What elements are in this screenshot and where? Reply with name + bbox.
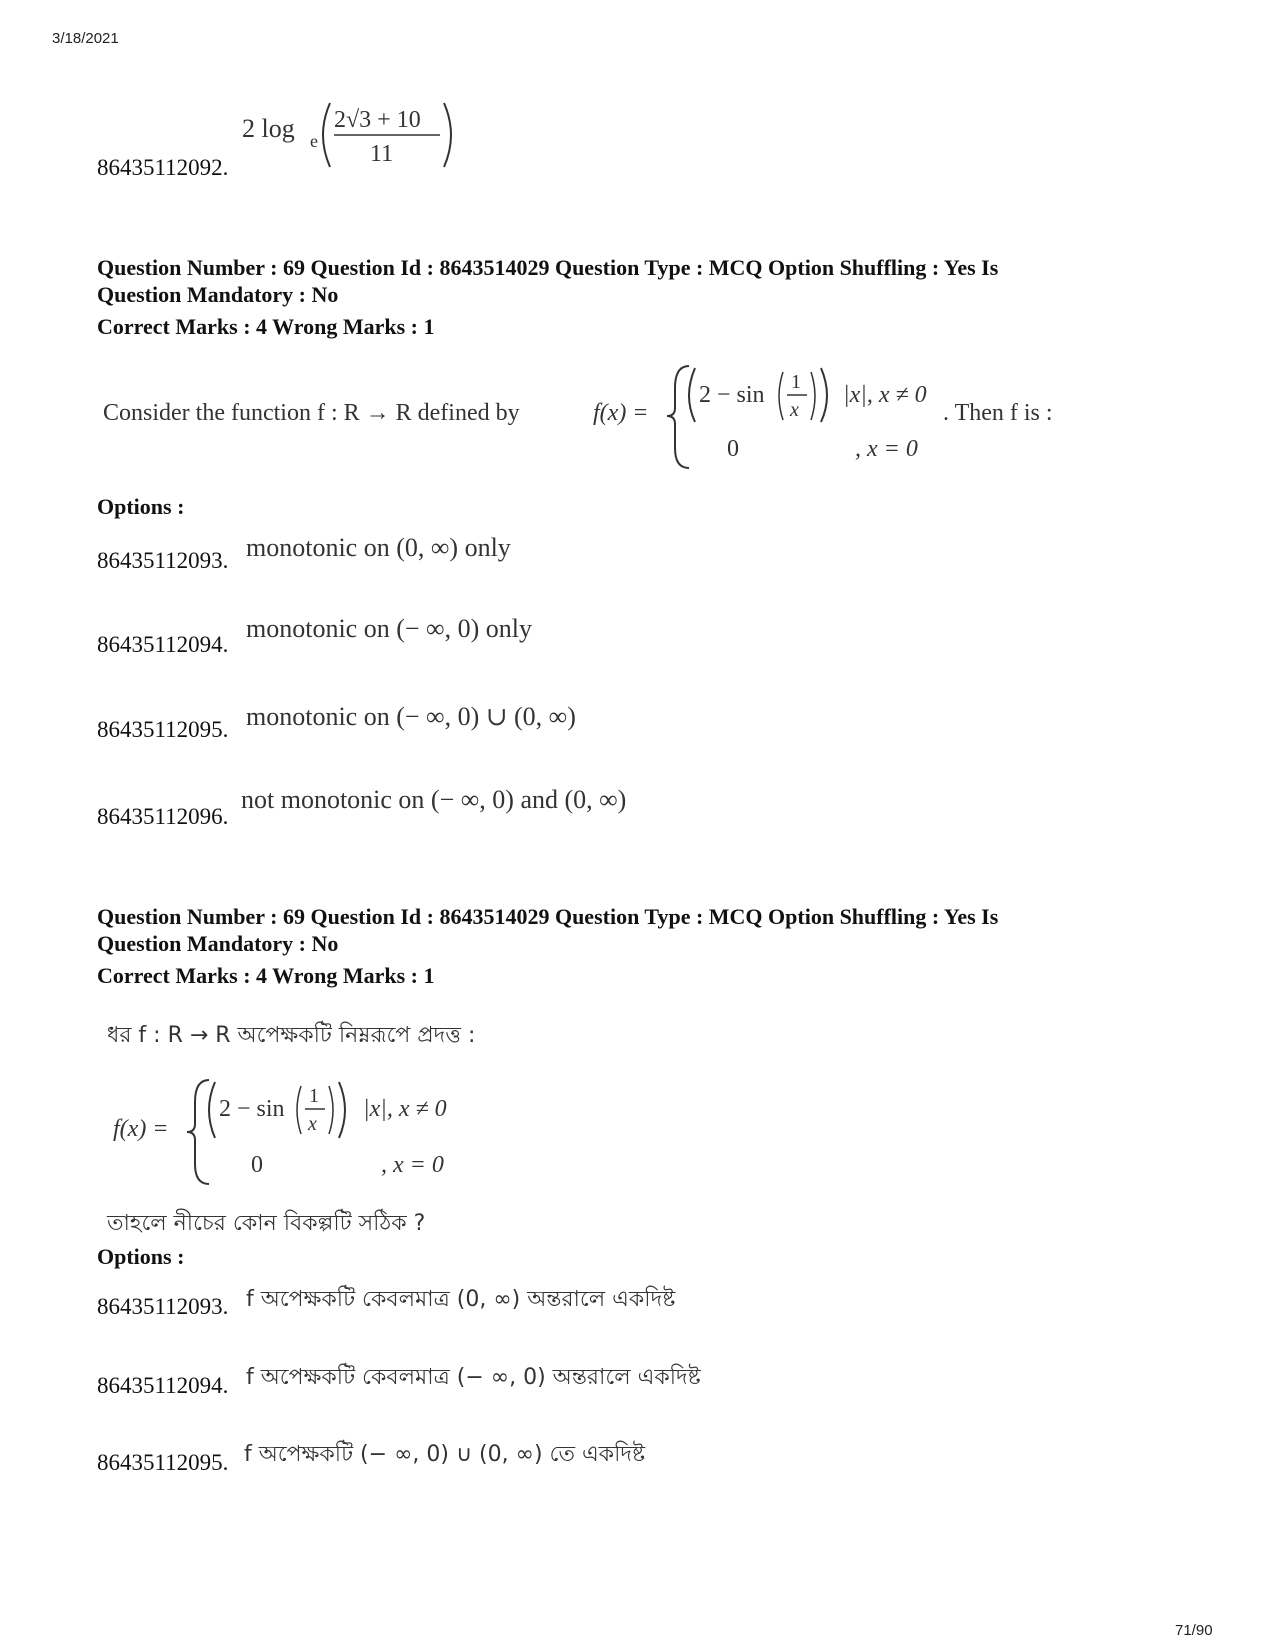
- case1-expr: 2 − sin: [699, 382, 765, 408]
- right-paren: [444, 103, 451, 167]
- case-right-paren: [821, 368, 827, 422]
- piecewise-brace: [187, 1080, 209, 1184]
- q2-stem-trail: তাহলে নীচের কোন বিকল্পটি সঠিক ?: [107, 1211, 426, 1236]
- q2-options-label: Options :: [97, 1244, 185, 1269]
- case1-frac-den: x: [308, 1113, 317, 1135]
- stem-fx: f(x) =: [113, 1116, 169, 1142]
- q2-option-1-id: 86435112093.: [97, 1294, 229, 1319]
- case1-frac-den: x: [790, 399, 799, 421]
- q2-option-2-id: 86435112094.: [97, 1373, 229, 1398]
- case1-tail: |x|, x ≠ 0: [363, 1096, 447, 1122]
- case2-cond: , x = 0: [855, 436, 918, 462]
- q1-option-2-text: monotonic on (− ∞, 0) only: [246, 614, 532, 643]
- page-number: 71/90: [1175, 1622, 1213, 1639]
- q1-options-label: Options :: [97, 494, 185, 519]
- q1-option-4-id: 86435112096.: [97, 804, 229, 829]
- prev-option-math-image: [230, 95, 470, 175]
- q1-header-line1: Question Number : 69 Question Id : 8643514029 Question Type : MCQ Option Shuffling : Yes Is: [97, 255, 999, 280]
- log-coef: 2 log: [242, 114, 295, 143]
- q1-marks: Correct Marks : 4 Wrong Marks : 1: [97, 314, 435, 339]
- q2-option-3-id: 86435112095.: [97, 1450, 229, 1475]
- print-date: 3/18/2021: [52, 30, 119, 47]
- q1-option-1-id: 86435112093.: [97, 548, 229, 573]
- q1-option-4-text: not monotonic on (− ∞, 0) and (0, ∞): [241, 785, 627, 814]
- fraction-numerator: 2√3 + 10: [334, 107, 421, 133]
- case1-frac-num: 1: [791, 371, 801, 393]
- case1-expr: 2 − sin: [219, 1096, 285, 1122]
- case1-frac-num: 1: [309, 1085, 319, 1107]
- q1-option-1-text: monotonic on (0, ∞) only: [246, 533, 511, 562]
- q2-marks: Correct Marks : 4 Wrong Marks : 1: [97, 963, 435, 988]
- q2-stem-math-image: [105, 1070, 505, 1190]
- prev-option-id: 86435112092.: [97, 155, 229, 180]
- q1-option-2-id: 86435112094.: [97, 632, 229, 657]
- q2-header-line2: Question Mandatory : No: [97, 931, 339, 956]
- q1-stem-math-image: [95, 358, 1095, 473]
- case2-val: 0: [727, 436, 739, 462]
- q2-header-line1: Question Number : 69 Question Id : 8643514029 Question Type : MCQ Option Shuffling : Yes Is: [97, 904, 999, 929]
- stem-lead: Consider the function f : R → R defined by: [103, 400, 520, 426]
- case2-cond: , x = 0: [381, 1152, 444, 1178]
- piecewise-brace: [667, 366, 689, 468]
- q2-stem-lead: ধর f : R → R অপেক্ষকটি নিম্নরূপে প্রদত্ত :: [107, 1023, 476, 1048]
- stem-fx: f(x) =: [593, 400, 649, 426]
- q2-option-3-text: f অপেক্ষকটি (− ∞, 0) ∪ (0, ∞) তে একদিষ্ট: [244, 1442, 646, 1467]
- stem-trail: . Then f is :: [943, 400, 1053, 426]
- q1-header-line2: Question Mandatory : No: [97, 282, 339, 307]
- left-paren: [323, 103, 330, 167]
- case2-val: 0: [251, 1152, 263, 1178]
- case1-tail: |x|, x ≠ 0: [843, 382, 927, 408]
- q2-option-1-text: f অপেক্ষকটি কেবলমাত্র (0, ∞) অন্তরালে একদিষ্ট: [246, 1287, 676, 1312]
- fraction-denominator: 11: [370, 141, 394, 167]
- log-base: e: [310, 131, 318, 151]
- case-left-paren: [689, 368, 695, 422]
- q1-option-3-text: monotonic on (− ∞, 0) ∪ (0, ∞): [246, 702, 576, 731]
- q1-option-3-id: 86435112095.: [97, 717, 229, 742]
- q2-option-2-text: f অপেক্ষকটি কেবলমাত্র (− ∞, 0) অন্তরালে একদিষ্ট: [246, 1365, 701, 1390]
